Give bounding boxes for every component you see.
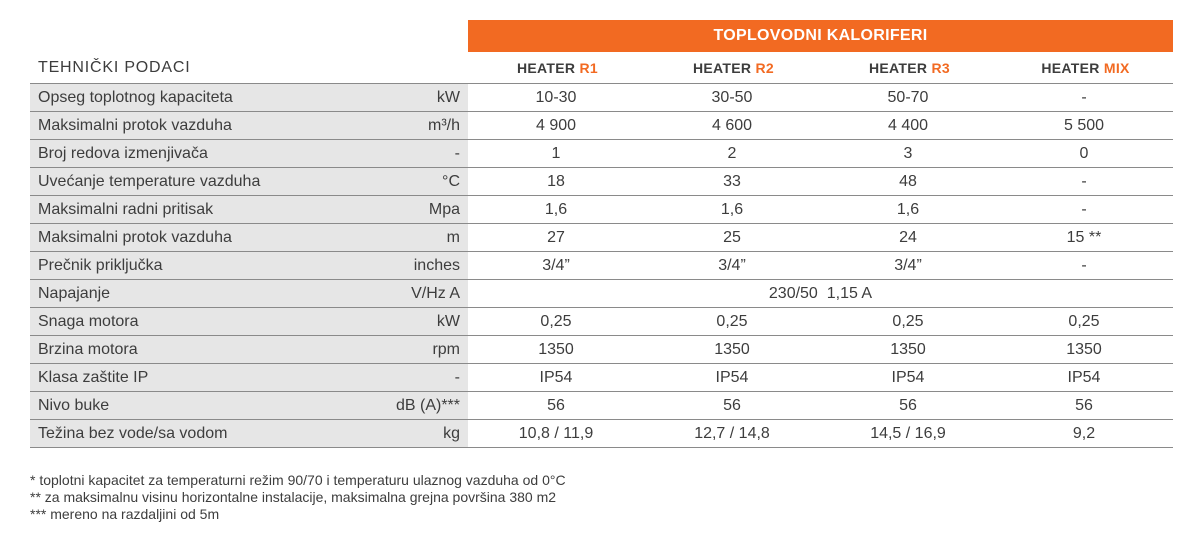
footnote: ** za maksimalnu visinu horizontalne instalacije, maksimalna grejna površina 380 m2 — [30, 489, 557, 505]
value-cell: 1350 — [1066, 341, 1102, 358]
value-cell: 56 — [1075, 397, 1093, 414]
column-header-mix — [998, 60, 1173, 76]
value-cell: 9,2 — [1072, 425, 1096, 442]
value-cell: 4 600 — [711, 117, 753, 134]
row-label: Snaga motora — [30, 308, 355, 335]
row-label: Broj redova izmenjivača — [30, 140, 355, 167]
table-row — [30, 140, 1173, 168]
table-row — [30, 112, 1173, 140]
row-label: Prečnik priključka — [30, 252, 355, 279]
value-cell: IP54 — [539, 369, 573, 386]
banner-title: TOPLOVODNI KALORIFERI — [713, 27, 928, 44]
row-label: Nivo buke — [30, 392, 355, 419]
value-cell: IP54 — [891, 369, 925, 386]
column-header-prefix: HEATER — [1041, 60, 1104, 76]
row-unit: kW — [355, 84, 468, 111]
row-unit: m — [355, 224, 468, 251]
value-cell: 30-50 — [711, 89, 753, 106]
value-cell: 3/4” — [542, 257, 570, 274]
table-row — [30, 224, 1173, 252]
row-unit: °C — [355, 168, 468, 195]
value-cell: 1,6 — [896, 201, 920, 218]
value-cell: 27 — [547, 229, 565, 246]
column-header-r1 — [470, 60, 645, 76]
row-label: Maksimalni protok vazduha — [30, 224, 355, 251]
spec-table — [30, 83, 1173, 448]
footnote: * toplotni kapacitet za temperaturni režim 90/70 i temperaturu ulaznog vazduha od 0°C — [30, 472, 566, 488]
value-cell: - — [1081, 201, 1087, 218]
table-row — [30, 280, 1173, 308]
table-row — [30, 336, 1173, 364]
value-cell: 56 — [547, 397, 565, 414]
row-label: Klasa zaštite IP — [30, 364, 355, 391]
value-cell: 0,25 — [716, 313, 748, 330]
footnotes — [30, 472, 566, 523]
value-cell: 1350 — [538, 341, 574, 358]
row-unit: V/Hz A — [355, 280, 468, 307]
table-row — [30, 364, 1173, 392]
row-label: Uvećanje temperature vazduha — [30, 168, 355, 195]
row-label: Opseg toplotnog kapaciteta — [30, 84, 355, 111]
column-header-accent: MIX — [1103, 60, 1130, 76]
section-title: TEHNIČKI PODACI — [38, 59, 191, 76]
value-cell: 4 900 — [535, 117, 577, 134]
value-cell: 3 — [903, 145, 913, 162]
column-header-prefix: HEATER — [868, 60, 932, 76]
column-header-accent: R2 — [755, 60, 774, 76]
value-cell: 1,6 — [544, 201, 568, 218]
row-label: Napajanje — [30, 280, 355, 307]
product-group-banner — [468, 20, 1173, 52]
value-cell: 5 500 — [1063, 117, 1105, 134]
value-cell: 3/4” — [718, 257, 746, 274]
value-cell: 25 — [723, 229, 741, 246]
row-unit: - — [355, 140, 468, 167]
value-cell: 1 — [551, 145, 561, 162]
value-cell: 3/4” — [894, 257, 922, 274]
column-header-prefix: HEATER — [516, 60, 580, 76]
row-unit: Mpa — [355, 196, 468, 223]
value-cell: IP54 — [715, 369, 749, 386]
value-cell: 0,25 — [1068, 313, 1100, 330]
table-row — [30, 196, 1173, 224]
value-cell: 12,7 / 14,8 — [694, 425, 770, 442]
value-cell: 1,6 — [720, 201, 744, 218]
value-cell: 33 — [723, 173, 741, 190]
value-cell: 0,25 — [540, 313, 572, 330]
merged-value-cell: 230/50 1,15 A — [768, 285, 873, 302]
column-header-accent: R1 — [579, 60, 598, 76]
column-header-prefix: HEATER — [692, 60, 756, 76]
table-row — [30, 168, 1173, 196]
value-cell: 0,25 — [892, 313, 924, 330]
row-unit: rpm — [355, 336, 468, 363]
row-unit: - — [355, 364, 468, 391]
value-cell: 1350 — [714, 341, 750, 358]
row-unit: dB (A)*** — [355, 392, 468, 419]
table-row — [30, 420, 1173, 448]
table-row — [30, 252, 1173, 280]
value-cell: 24 — [899, 229, 917, 246]
row-label: Brzina motora — [30, 336, 355, 363]
value-cell: 56 — [899, 397, 917, 414]
value-cell: 4 400 — [887, 117, 929, 134]
column-header-accent: R3 — [931, 60, 950, 76]
value-cell: - — [1081, 89, 1087, 106]
value-cell: 56 — [723, 397, 741, 414]
value-cell: IP54 — [1067, 369, 1101, 386]
row-label: Maksimalni protok vazduha — [30, 112, 355, 139]
row-unit: kW — [355, 308, 468, 335]
value-cell: 48 — [899, 173, 917, 190]
row-label: Težina bez vode/sa vodom — [30, 420, 355, 447]
value-cell: 18 — [547, 173, 565, 190]
value-cell: 14,5 / 16,9 — [870, 425, 946, 442]
row-unit: m³/h — [355, 112, 468, 139]
value-cell: 10-30 — [535, 89, 577, 106]
value-cell: - — [1081, 173, 1087, 190]
row-unit: inches — [355, 252, 468, 279]
footnote: *** mereno na razdaljini od 5m — [30, 506, 220, 522]
value-cell: - — [1081, 257, 1087, 274]
row-unit: kg — [355, 420, 468, 447]
column-header-r2 — [646, 60, 821, 76]
table-row — [30, 308, 1173, 336]
table-row — [30, 392, 1173, 420]
value-cell: 50-70 — [887, 89, 929, 106]
value-cell: 1350 — [890, 341, 926, 358]
value-cell: 2 — [727, 145, 737, 162]
value-cell: 15 ** — [1066, 229, 1102, 246]
column-header-r3 — [822, 60, 997, 76]
value-cell: 10,8 / 11,9 — [518, 425, 594, 442]
table-row — [30, 84, 1173, 112]
value-cell: 0 — [1079, 145, 1089, 162]
row-label: Maksimalni radni pritisak — [30, 196, 355, 223]
